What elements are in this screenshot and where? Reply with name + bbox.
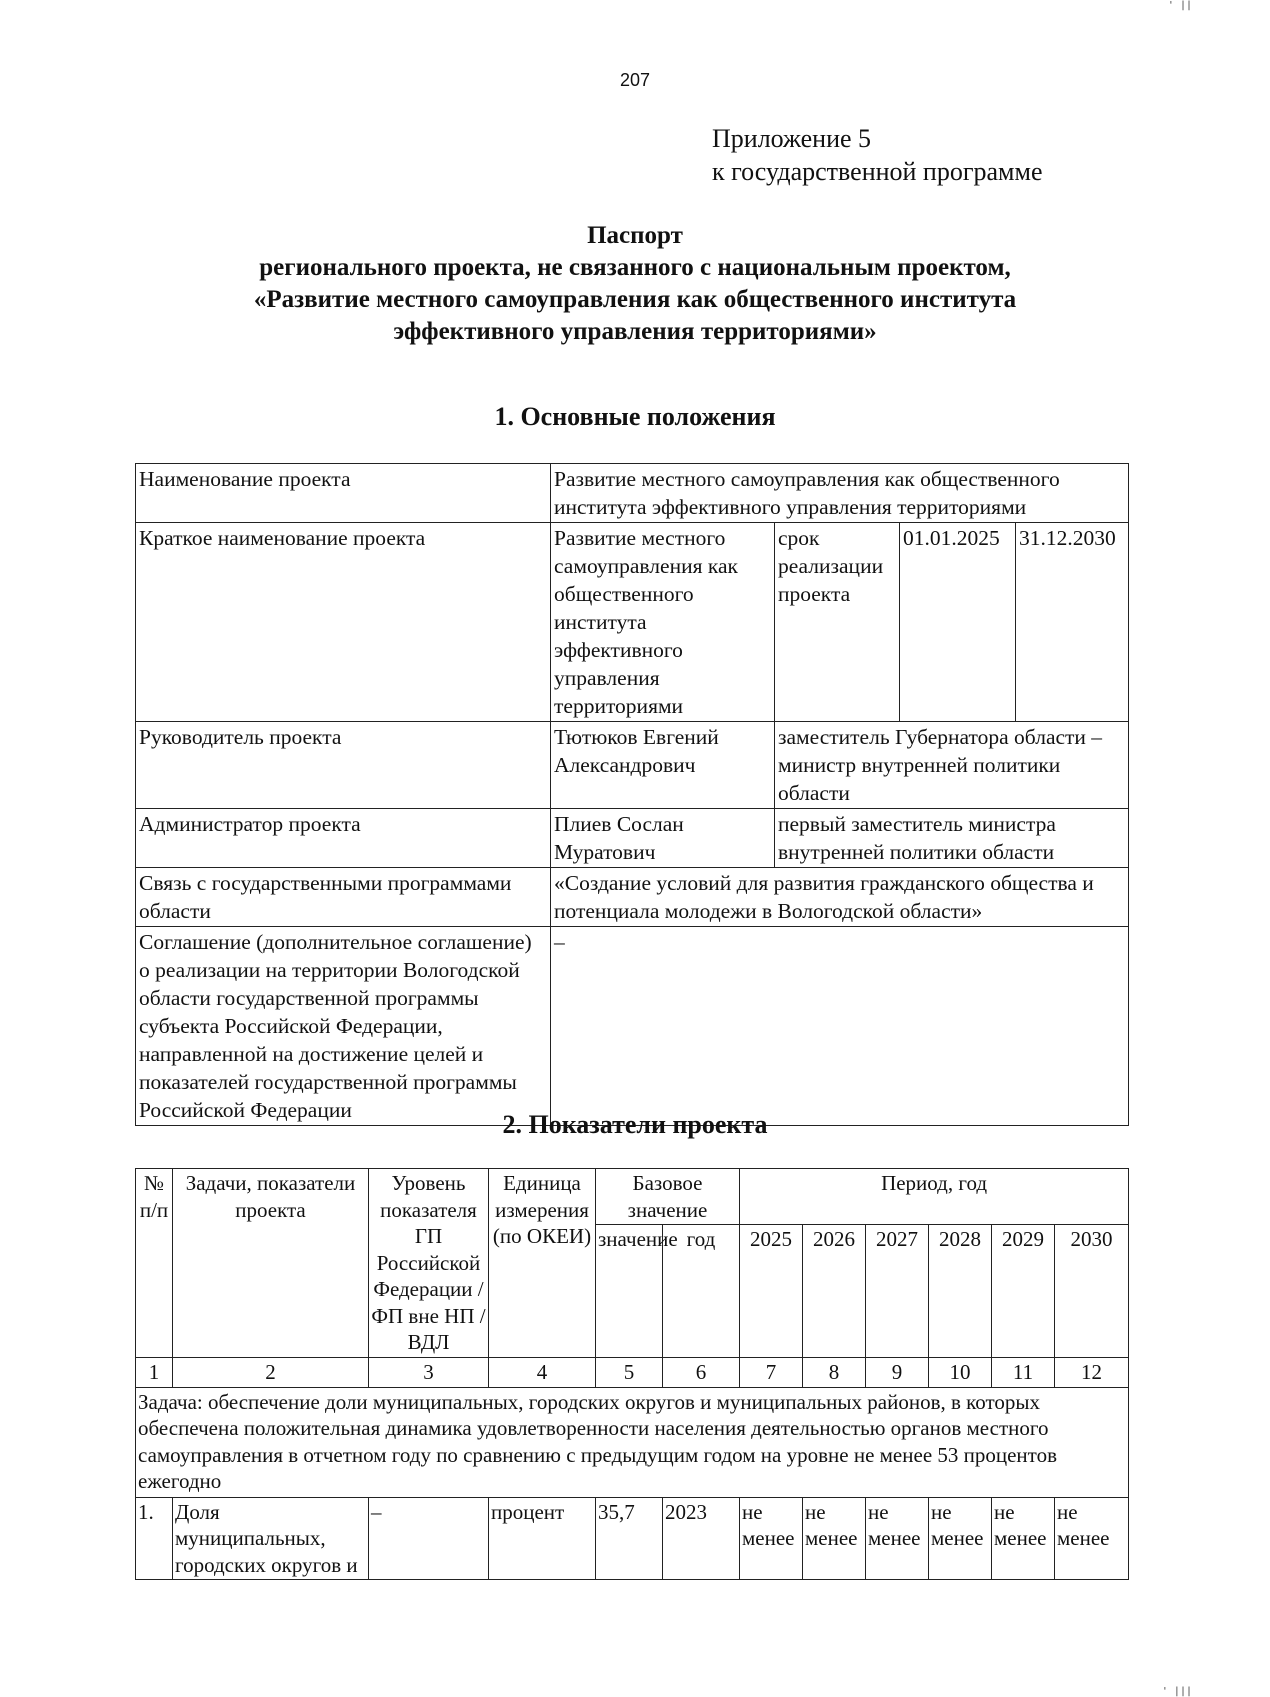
column-number: 4	[489, 1358, 596, 1388]
appendix-line-1: Приложение 5	[712, 124, 872, 153]
short-name-label: Краткое наименование проекта	[136, 523, 551, 722]
document-title	[150, 220, 1120, 348]
base-value: 35,7	[596, 1497, 663, 1580]
indicator-name: Доля муниципальных, городских округов и	[173, 1497, 369, 1580]
scan-mark-top: ' ||	[1167, 0, 1192, 11]
table-row	[136, 809, 1129, 868]
header-year: 2030	[1055, 1225, 1129, 1358]
project-admin-label: Администратор проекта	[136, 809, 551, 868]
appendix-note	[712, 122, 1043, 188]
column-number-row	[136, 1358, 1129, 1388]
title-line-4: эффективного управления территориями»	[393, 318, 877, 345]
header-base: Базовое значение	[596, 1169, 740, 1225]
year-value: не менее	[803, 1497, 866, 1580]
indicator-level: –	[369, 1497, 489, 1580]
title-line-1: Паспорт	[587, 222, 683, 249]
column-number: 12	[1055, 1358, 1129, 1388]
column-number: 5	[596, 1358, 663, 1388]
year-value: не менее	[929, 1497, 992, 1580]
year-value: не менее	[740, 1497, 803, 1580]
term-end: 31.12.2030	[1016, 523, 1129, 722]
table-row	[136, 868, 1129, 927]
row-number: 1.	[136, 1497, 173, 1580]
header-task: Задачи, показатели проекта	[173, 1169, 369, 1358]
column-number: 10	[929, 1358, 992, 1388]
header-year: 2025	[740, 1225, 803, 1358]
title-line-2: регионального проекта, не связанного с национальным проектом,	[259, 254, 1011, 281]
column-number: 2	[173, 1358, 369, 1388]
program-link-label: Связь с государственными программами области	[136, 868, 551, 927]
task-row	[136, 1387, 1129, 1497]
header-period: Период, год	[740, 1169, 1129, 1225]
header-year: 2028	[929, 1225, 992, 1358]
table-row	[136, 927, 1129, 1126]
project-indicators-table	[135, 1168, 1129, 1580]
section-2-heading: 2. Показатели проекта	[502, 1110, 768, 1139]
table-row	[136, 1497, 1129, 1580]
column-number: 8	[803, 1358, 866, 1388]
table-header-row	[136, 1169, 1129, 1225]
project-admin-position: первый заместитель министра внутренней политики области	[775, 809, 1129, 868]
task-description: Задача: обеспечение доли муниципальных, городских округов и муниципальных районов, в которых обеспечена положительная динамика удовлетворенности населения деятельностью органов местного самоуправления в отчетном году по сравнению с предыдущим годом на уровне не менее 53 процентов ежегодно	[136, 1387, 1129, 1497]
header-unit: Единица измерения (по ОКЕИ)	[489, 1169, 596, 1358]
table-row	[136, 464, 1129, 523]
base-year: 2023	[663, 1497, 740, 1580]
section-1-heading: 1. Основные положения	[494, 402, 776, 431]
agreement-label: Соглашение (дополнительное соглашение) о реализации на территории Вологодской области государственной программы субъекта Российской Федерации, направленной на достижение целей и показателей государственной программы Российской Федерации	[136, 927, 551, 1126]
column-number: 1	[136, 1358, 173, 1388]
short-name-value: Развитие местного самоуправления как общественного института эффективного управления территориями	[551, 523, 775, 722]
column-number: 9	[866, 1358, 929, 1388]
title-line-3: «Развитие местного самоуправления как общественного института	[253, 286, 1017, 313]
header-base-year: год	[663, 1225, 740, 1358]
column-number: 7	[740, 1358, 803, 1388]
year-value: не менее	[866, 1497, 929, 1580]
project-head-position: заместитель Губернатора области – министр внутренней политики области	[775, 722, 1129, 809]
project-name-value: Развитие местного самоуправления как общественного института эффективного управления территориями	[551, 464, 1129, 523]
program-link-value: «Создание условий для развития гражданского общества и потенциала молодежи в Вологодской области»	[551, 868, 1129, 927]
header-num: № п/п	[136, 1169, 173, 1358]
column-number: 11	[992, 1358, 1055, 1388]
page-number: 207	[619, 70, 651, 90]
project-head-name: Тютюков Евгений Александрович	[551, 722, 775, 809]
scan-mark-bottom: ' |||	[1161, 1686, 1192, 1697]
indicator-unit: процент	[489, 1497, 596, 1580]
header-year: 2029	[992, 1225, 1055, 1358]
year-value: не менее	[992, 1497, 1055, 1580]
project-admin-name: Плиев Сослан Муратович	[551, 809, 775, 868]
header-base-value: значение	[596, 1225, 663, 1358]
appendix-line-2: к государственной программе	[712, 157, 1043, 186]
term-start: 01.01.2025	[900, 523, 1016, 722]
column-number: 3	[369, 1358, 489, 1388]
year-value: не менее	[1055, 1497, 1129, 1580]
header-year: 2026	[803, 1225, 866, 1358]
header-year: 2027	[866, 1225, 929, 1358]
header-level: Уровень показателя ГП Российской Федерации / ФП вне НП / ВДЛ	[369, 1169, 489, 1358]
table-row	[136, 523, 1129, 722]
main-provisions-table	[135, 463, 1129, 1126]
agreement-value: –	[551, 927, 1129, 1126]
column-number: 6	[663, 1358, 740, 1388]
project-name-label: Наименование проекта	[136, 464, 551, 523]
table-row	[136, 722, 1129, 809]
term-label: срок реализации проекта	[775, 523, 900, 722]
project-head-label: Руководитель проекта	[136, 722, 551, 809]
